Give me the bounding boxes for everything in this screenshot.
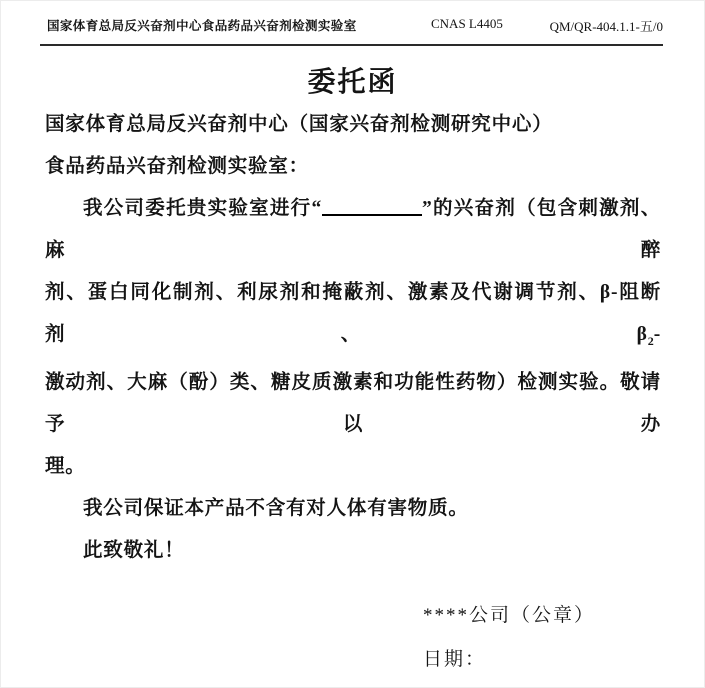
header-divider [40, 44, 663, 46]
document-header [47, 14, 663, 34]
signature-block [423, 601, 595, 675]
header-lab-name: 国家体育总局反兴奋剂中心食品药品兴奋剂检测实验室 [47, 19, 357, 33]
signature-company-seal: ****公司（公章） [423, 605, 596, 626]
paragraph-line-4: 理。 [45, 456, 86, 477]
paragraph-line-1-before-blank: 我公司委托贵实验室进行“ [83, 198, 322, 219]
guarantee-line: 我公司保证本产品不含有对人体有害物质。 [83, 498, 469, 519]
paragraph-line-2-main: 剂、蛋白同化制剂、利尿剂和掩蔽剂、激素及代谢调节剂、β-阻断剂、β [45, 282, 661, 345]
paragraph-line-2-tail: - [653, 324, 661, 345]
document-title: 委托函 [307, 67, 398, 98]
addressee-line-1: 国家体育总局反兴奋剂中心（国家兴奋剂检测研究中心） [45, 114, 553, 135]
salutation-line: 此致敬礼！ [83, 540, 185, 561]
paragraph-line-2 [45, 272, 661, 362]
paragraph-line-1 [45, 188, 661, 272]
beta2-subscript: 2 [647, 334, 654, 348]
header-doc-code: QM/QR-404.1.1-五/0 [549, 19, 663, 34]
letter-body [45, 104, 661, 572]
fill-in-blank-underline [322, 196, 422, 216]
header-cnas-number: CNAS L4405 [431, 16, 503, 31]
signature-date-label: 日期： [423, 649, 487, 670]
addressee-line-2: 食品药品兴奋剂检测实验室： [45, 156, 309, 177]
paragraph-line-1-after-blank: ”的兴奋剂（包含刺激剂、麻醉 [45, 198, 661, 261]
paragraph-line-3: 激动剂、大麻（酚）类、糖皮质激素和功能性药物）检测实验。敬请予以办 [45, 372, 661, 435]
